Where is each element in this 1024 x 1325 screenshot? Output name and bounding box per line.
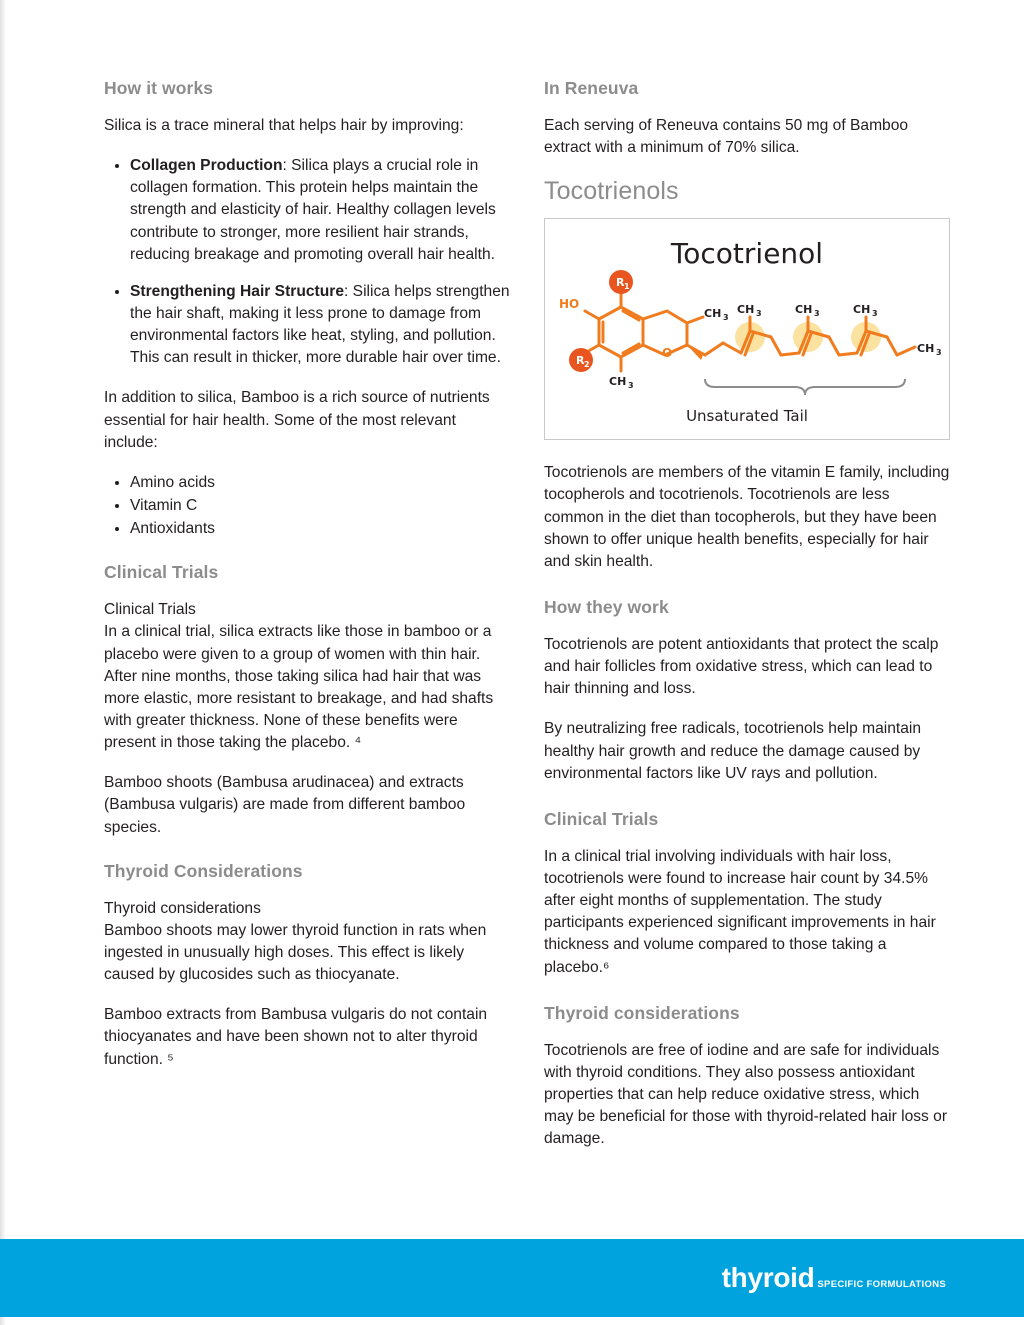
clinical-trials-label: Clinical Trials	[104, 601, 196, 619]
page-content	[104, 78, 950, 1238]
clinical-trials-body: In a clinical trial, silica extracts like those in bamboo or a placebo were given to a group of women with thin hair. After nine months, those taking silica had hair that was more elastic, more resistant to breakage, and had shafts with greater thickness. None of these benefits were present in those taking the placebo. ⁴	[104, 623, 494, 752]
bullet-text: : Silica plays a crucial role in collagen formation. This protein helps maintain the strength and elasticity of hair. Healthy collagen levels contribute to stronger, more resilient hair strands, reducing breakage and promoting overall hair health.	[130, 157, 496, 263]
figure-title: Tocotrienol	[670, 237, 824, 271]
ch3-subscript: 3	[872, 309, 878, 319]
r2-subscript: 2	[584, 360, 590, 370]
list-item: • Vitamin C	[130, 495, 510, 517]
how-they-work-paragraph-1: Tocotrienols are potent antioxidants that protect the scalp and hair follicles from oxidative stress, which can lead to hair thinning and loss.	[544, 635, 939, 698]
thyroid-considerations-label: Thyroid considerations	[104, 899, 261, 917]
heading-thyroid-considerations-left: Thyroid Considerations	[104, 860, 303, 881]
ch3-subscript: 3	[936, 348, 942, 358]
ch3-label-tail-3: CH	[853, 303, 871, 317]
tocotrienols-body: Tocotrienols are members of the vitamin E family, including tocopherols and tocotrienols. Tocotrienols are less common in the diet than tocopherols, but they have been shown to offer unique health benefits, especially for hair and skin health.	[544, 464, 950, 570]
page-edge-shadow	[0, 0, 6, 1325]
heading-clinical-trials-left: Clinical Trials	[104, 562, 219, 583]
thyroid-considerations-body: Bamboo shoots may lower thyroid function in rats when ingested in unusually high doses. This effect is likely caused by glucosides such as thiocyanate.	[104, 921, 487, 984]
list-item: • Amino acids	[130, 472, 510, 494]
nutrients-intro-paragraph: In addition to silica, Bamboo is a rich source of nutrients essential for hair health. Some of the most relevant include:	[104, 389, 490, 451]
ho-label: HO	[559, 297, 580, 312]
how-they-work-paragraph-2: By neutralizing free radicals, tocotrienols help maintain healthy hair growth and reduce the damage caused by environmental factors like UV rays and pollution.	[544, 720, 922, 782]
ch3-subscript: 3	[628, 381, 634, 391]
brand-lockup	[722, 1262, 946, 1294]
bullet-label: Collagen Production	[130, 157, 283, 175]
list-item	[130, 281, 510, 370]
bullet-text: : Silica helps strengthen the hair shaft, making it less prone to damage from environmental factors like heat, styling, and pollution. This can result in thicker, more durable hair over time.	[130, 282, 510, 367]
bullet-label: Strengthening Hair Structure	[130, 282, 345, 300]
list-item	[130, 155, 510, 266]
ch3-label-ring: CH	[609, 375, 627, 389]
thyroid-considerations-body-2: Bamboo extracts from Bambusa vulgaris do not contain thiocyanates and have been shown not to alter thyroid function. ⁵	[104, 1006, 488, 1068]
ring-oxygen-label: O	[662, 346, 673, 361]
tocotrienol-structure-figure	[544, 218, 950, 440]
ch3-subscript: 3	[814, 309, 820, 319]
unsaturated-tail-brace	[705, 379, 905, 395]
nutrients-list	[104, 472, 510, 540]
ch3-label-tail-2: CH	[795, 303, 813, 317]
ch3-label-tail-end: CH	[917, 342, 935, 356]
ch3-subscript: 3	[723, 313, 729, 323]
ch3-subscript: 3	[756, 309, 762, 319]
brand-tagline: SPECIFIC FORMULATIONS	[817, 1279, 946, 1290]
list-item: • Antioxidants	[130, 518, 510, 540]
thyroid-considerations-body-right: Tocotrienols are free of iodine and are safe for individuals with thyroid conditions. They also possess antioxidant properties that can help reduce oxidative stress, which may be beneficial for those with thyroid-related hair loss or damage.	[544, 1041, 948, 1148]
figure-caption: Unsaturated Tail	[686, 407, 808, 426]
r2-label: R	[576, 354, 585, 368]
heading-clinical-trials-right: Clinical Trials	[544, 808, 659, 829]
r1-subscript: 1	[624, 282, 630, 292]
heading-how-it-works: How it works	[104, 78, 214, 98]
heading-tocotrienols: Tocotrienols	[544, 177, 679, 206]
bamboo-species-note: Bamboo shoots (Bambusa arudinacea) and extracts (Bambusa vulgaris) are made from different bamboo species.	[104, 774, 466, 836]
page-footer	[0, 1239, 1024, 1317]
ch3-label-pyran: CH	[704, 307, 722, 321]
r1-label: R	[616, 276, 625, 290]
heading-how-they-work: How they work	[544, 596, 669, 617]
right-column	[544, 78, 950, 1238]
silica-intro-paragraph: Silica is a trace mineral that helps hair by improving:	[104, 117, 464, 134]
clinical-trials-body-right: In a clinical trial involving individuals with hair loss, tocotrienols were found to increase hair count by 34.5% after eight months of supplementation. The study participants experienced significant improvements in hair thickness and volume compared to those taking a placebo.⁶	[544, 847, 936, 976]
ch3-label-tail-1: CH	[737, 303, 755, 317]
heading-in-reneuva: In Reneuva	[544, 78, 639, 98]
molecule-skeleton	[585, 289, 915, 371]
brand-name: thyroid	[721, 1262, 815, 1293]
reneuva-body: Each serving of Reneuva contains 50 mg of Bamboo extract with a minimum of 70% silica.	[544, 117, 909, 157]
heading-thyroid-considerations-right: Thyroid considerations	[544, 1002, 740, 1023]
silica-benefits-list	[104, 155, 510, 369]
left-column	[104, 78, 510, 1238]
